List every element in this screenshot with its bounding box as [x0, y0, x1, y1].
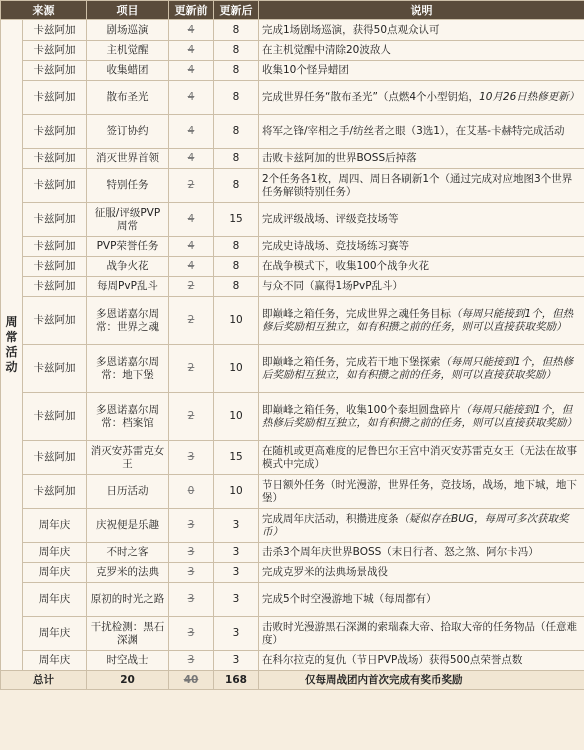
- item-cell: 散布圣光: [87, 81, 169, 115]
- before-cell: 3: [169, 441, 214, 475]
- source-cell: 周年庆: [23, 563, 87, 583]
- desc-cell: [259, 345, 584, 393]
- desc-text: 完成世界任务“散布圣光”（点燃4个小型钥焰，: [262, 91, 480, 103]
- table-row: [1, 509, 584, 543]
- footer-label: 总计: [1, 671, 87, 690]
- item-cell: 多恩诺嘉尔周常：世界之魂: [87, 297, 169, 345]
- source-cell: 周年庆: [23, 617, 87, 651]
- desc-cell: [259, 115, 584, 149]
- desc-cell: [259, 237, 584, 257]
- footer-count: 20: [87, 671, 169, 690]
- table-row: [1, 277, 584, 297]
- before-cell: 4: [169, 81, 214, 115]
- before-cell: 4: [169, 61, 214, 81]
- desc-cell: [259, 509, 584, 543]
- source-cell: 卡兹阿加: [23, 393, 87, 441]
- before-cell: 3: [169, 563, 214, 583]
- desc-text: 在主机觉醒中清除20波敌人: [262, 44, 391, 56]
- table-row: [1, 297, 584, 345]
- before-cell: 3: [169, 543, 214, 563]
- before-cell: 2: [169, 345, 214, 393]
- source-cell: 卡兹阿加: [23, 115, 87, 149]
- header-before: 更新前: [169, 1, 214, 20]
- desc-text: 收集10个怪异蜡团: [262, 64, 349, 76]
- item-cell: 不时之客: [87, 543, 169, 563]
- item-cell: 干扰检测：黑石深渊: [87, 617, 169, 651]
- desc-text: 即巅峰之箱任务，收集100个泰坦圆盘碎片: [262, 403, 461, 416]
- table-row: [1, 345, 584, 393]
- source-cell: 卡兹阿加: [23, 169, 87, 203]
- item-cell: 签订协约: [87, 115, 169, 149]
- desc-text: 即巅峰之箱任务，完成世界之魂任务目标: [262, 307, 451, 320]
- after-cell: 10: [214, 393, 259, 441]
- desc-text: 将军之锋/宰相之手/纺丝者之眼（3选1），在艾基-卡赫特完成活动: [262, 125, 565, 137]
- footer-before: 40: [169, 671, 214, 690]
- desc-cell: [259, 277, 584, 297]
- table-row: [1, 651, 584, 671]
- after-cell: 15: [214, 203, 259, 237]
- after-cell: 8: [214, 115, 259, 149]
- source-cell: 卡兹阿加: [23, 41, 87, 61]
- header-source: 来源: [1, 1, 87, 20]
- before-cell: 4: [169, 149, 214, 169]
- before-cell: 2: [169, 297, 214, 345]
- desc-text: 完成克罗米的法典场景战役: [262, 566, 388, 578]
- before-cell: 3: [169, 583, 214, 617]
- before-cell: 3: [169, 651, 214, 671]
- header-desc: 说明: [259, 1, 584, 20]
- desc-note: 10月26日热修更新）: [479, 91, 580, 103]
- desc-cell: [259, 20, 584, 41]
- category-cell: 周常活动: [1, 20, 23, 671]
- desc-text: 完成评级战场、评级竞技场等: [262, 213, 399, 225]
- desc-text: 在战争模式下，收集100个战争火花: [262, 260, 430, 272]
- desc-note: （每周只能接到1个，但热修后奖励相互独立，如有积攒之前的任务，则可以直接获取奖励）: [262, 403, 577, 429]
- table-row: [1, 20, 584, 41]
- desc-cell: [259, 543, 584, 563]
- desc-text: 击杀3个周年庆世界BOSS（末日行者、怒之煞、阿尔卡冯）: [262, 546, 539, 558]
- source-cell: 周年庆: [23, 651, 87, 671]
- item-cell: 时空战士: [87, 651, 169, 671]
- table-row: [1, 257, 584, 277]
- before-cell: 3: [169, 617, 214, 651]
- before-cell: 4: [169, 20, 214, 41]
- item-cell: 多恩诺嘉尔周常：地下堡: [87, 345, 169, 393]
- source-cell: 卡兹阿加: [23, 203, 87, 237]
- desc-text: 在科尔拉克的复仇（节日PVP战场）获得500点荣誉点数: [262, 654, 523, 666]
- desc-text: 完成史诗战场、竞技场练习赛等: [262, 240, 409, 252]
- table-row: [1, 441, 584, 475]
- item-cell: 主机觉醒: [87, 41, 169, 61]
- after-cell: 8: [214, 20, 259, 41]
- desc-cell: [259, 169, 584, 203]
- source-cell: 卡兹阿加: [23, 277, 87, 297]
- table-row: [1, 203, 584, 237]
- desc-cell: [259, 441, 584, 475]
- table-row: [1, 563, 584, 583]
- desc-cell: [259, 41, 584, 61]
- desc-note: （疑似存在BUG，每周可多次获取奖币）: [262, 512, 569, 538]
- desc-cell: [259, 297, 584, 345]
- source-cell: 卡兹阿加: [23, 20, 87, 41]
- table-row: [1, 169, 584, 203]
- source-cell: 卡兹阿加: [23, 237, 87, 257]
- after-cell: 3: [214, 543, 259, 563]
- footer-note: 仅每周战团内首次完成有奖币奖励: [259, 671, 584, 690]
- table-row: [1, 237, 584, 257]
- desc-text: 2个任务各1枚，周四、周日各刷新1个（通过完成对应地图3个世界任务解锁特别任务）: [262, 172, 573, 198]
- before-cell: 4: [169, 237, 214, 257]
- before-cell: 2: [169, 393, 214, 441]
- before-cell: 4: [169, 203, 214, 237]
- header-row: [1, 1, 584, 20]
- footer-row: [1, 671, 584, 690]
- desc-cell: [259, 203, 584, 237]
- item-cell: 收集蜡团: [87, 61, 169, 81]
- desc-cell: [259, 257, 584, 277]
- item-cell: 特别任务: [87, 169, 169, 203]
- source-cell: 周年庆: [23, 509, 87, 543]
- after-cell: 8: [214, 237, 259, 257]
- before-cell: 2: [169, 277, 214, 297]
- table-row: [1, 149, 584, 169]
- header-after: 更新后: [214, 1, 259, 20]
- item-cell: 原初的时光之路: [87, 583, 169, 617]
- desc-text: 完成1场剧场巡演，获得50点观众认可: [262, 23, 440, 36]
- after-cell: 3: [214, 583, 259, 617]
- source-cell: 卡兹阿加: [23, 345, 87, 393]
- before-cell: 4: [169, 115, 214, 149]
- table-row: [1, 543, 584, 563]
- after-cell: 8: [214, 277, 259, 297]
- table-row: [1, 41, 584, 61]
- before-cell: 2: [169, 169, 214, 203]
- desc-cell: [259, 617, 584, 651]
- table-row: [1, 617, 584, 651]
- item-cell: 庆祝便是乐趣: [87, 509, 169, 543]
- item-cell: 消灭世界首领: [87, 149, 169, 169]
- table-row: [1, 81, 584, 115]
- before-cell: 3: [169, 509, 214, 543]
- source-cell: 卡兹阿加: [23, 257, 87, 277]
- source-cell: 卡兹阿加: [23, 441, 87, 475]
- after-cell: 8: [214, 149, 259, 169]
- header-item: 项目: [87, 1, 169, 20]
- item-cell: 每周PvP乱斗: [87, 277, 169, 297]
- desc-cell: [259, 149, 584, 169]
- table-row: [1, 393, 584, 441]
- after-cell: 3: [214, 651, 259, 671]
- source-cell: 周年庆: [23, 583, 87, 617]
- desc-note: （每周只能接到1个，但热修后奖励相互独立，如有积攒之前的任务，则可以直接获取奖励）: [262, 355, 574, 381]
- after-cell: 10: [214, 345, 259, 393]
- footer-after: 168: [214, 671, 259, 690]
- before-cell: 4: [169, 41, 214, 61]
- source-cell: 卡兹阿加: [23, 297, 87, 345]
- after-cell: 15: [214, 441, 259, 475]
- desc-text: 击败卡兹阿加的世界BOSS后掉落: [262, 152, 417, 164]
- desc-text: 完成5个时空漫游地下城（每周都有）: [262, 593, 437, 605]
- desc-text: 完成周年庆活动，积攒进度条: [262, 512, 399, 525]
- desc-cell: [259, 475, 584, 509]
- desc-cell: [259, 81, 584, 115]
- after-cell: 8: [214, 41, 259, 61]
- after-cell: 8: [214, 257, 259, 277]
- desc-text: 与众不同（赢得1场PvP乱斗）: [262, 280, 404, 292]
- item-cell: 日历活动: [87, 475, 169, 509]
- source-cell: 卡兹阿加: [23, 61, 87, 81]
- desc-text: 击败时光漫游黑石深渊的索瑞森大帝、拾取大帝的任务物品（任意难度）: [262, 620, 577, 646]
- table-row: [1, 583, 584, 617]
- item-cell: 剧场巡演: [87, 20, 169, 41]
- desc-note: （每周只能接到1个，但热修后奖励相互独立，如有积攒之前的任务，则可以直接获取奖励）: [262, 307, 574, 333]
- before-cell: 4: [169, 257, 214, 277]
- item-cell: PVP荣誉任务: [87, 237, 169, 257]
- desc-cell: [259, 651, 584, 671]
- desc-cell: [259, 583, 584, 617]
- desc-cell: [259, 563, 584, 583]
- source-cell: 卡兹阿加: [23, 475, 87, 509]
- after-cell: 10: [214, 297, 259, 345]
- table-row: [1, 61, 584, 81]
- desc-text: 即巅峰之箱任务，完成若干地下堡探索: [262, 355, 441, 368]
- item-cell: 消灭安苏雷克女王: [87, 441, 169, 475]
- item-cell: 多恩诺嘉尔周常：档案馆: [87, 393, 169, 441]
- after-cell: 8: [214, 81, 259, 115]
- source-cell: 卡兹阿加: [23, 81, 87, 115]
- after-cell: 8: [214, 61, 259, 81]
- desc-text: 节日额外任务（时光漫游，世界任务，竞技场，战场，地下城，地下堡）: [262, 478, 577, 504]
- after-cell: 10: [214, 475, 259, 509]
- table-row: [1, 475, 584, 509]
- item-cell: 征服/评级PVP周常: [87, 203, 169, 237]
- source-cell: 周年庆: [23, 543, 87, 563]
- item-cell: 战争火花: [87, 257, 169, 277]
- desc-cell: [259, 61, 584, 81]
- after-cell: 8: [214, 169, 259, 203]
- after-cell: 3: [214, 617, 259, 651]
- after-cell: 3: [214, 563, 259, 583]
- desc-cell: [259, 393, 584, 441]
- after-cell: 3: [214, 509, 259, 543]
- table-row: [1, 115, 584, 149]
- desc-text: 在随机或更高难度的尼鲁巴尔王宫中消灭安苏雷克女王（无法在故事模式中完成）: [262, 444, 577, 470]
- source-cell: 卡兹阿加: [23, 149, 87, 169]
- before-cell: 0: [169, 475, 214, 509]
- item-cell: 克罗米的法典: [87, 563, 169, 583]
